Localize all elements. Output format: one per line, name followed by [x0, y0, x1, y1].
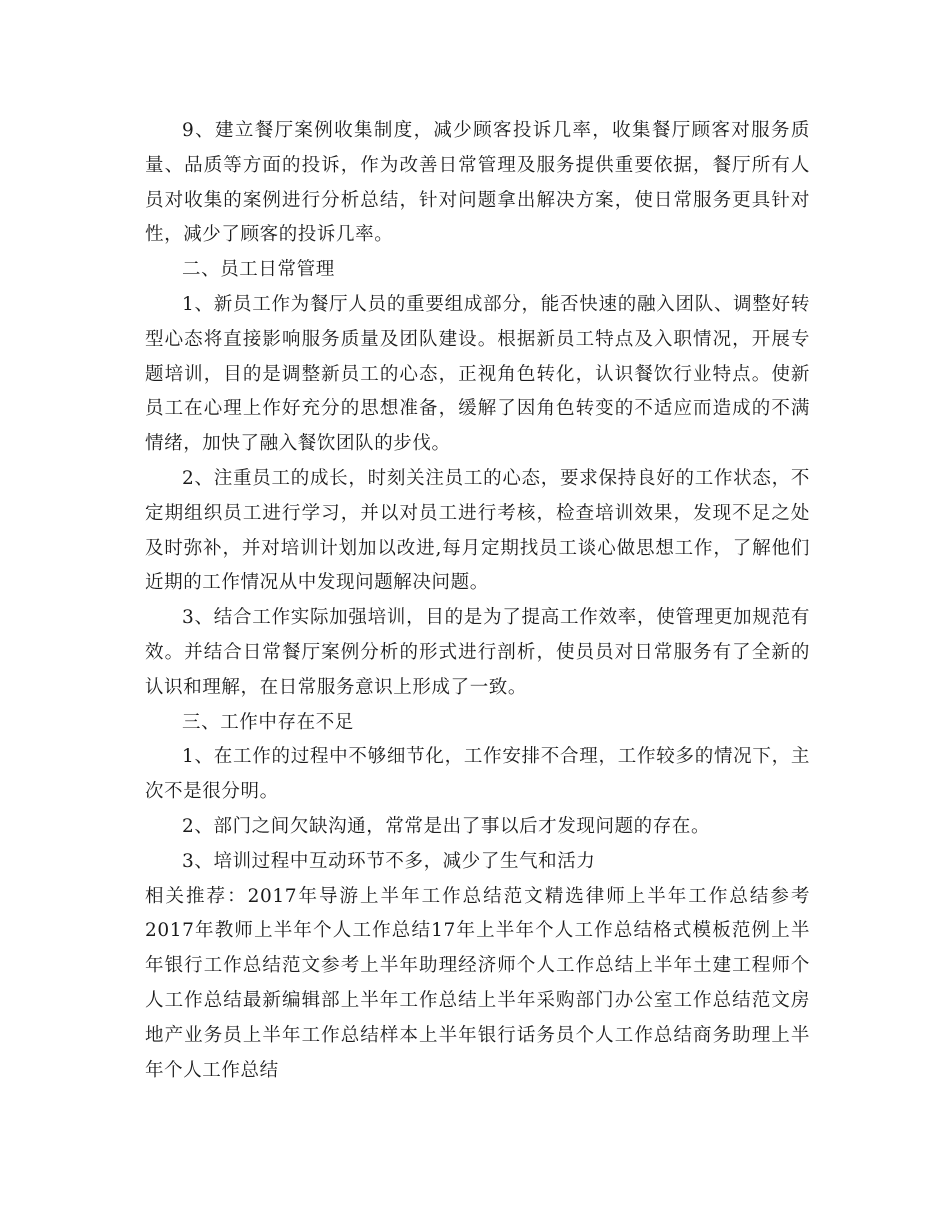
paragraph-item-9: 9、建立餐厅案例收集制度，减少顾客投诉几率，收集餐厅顾客对服务质量、品质等方面的投诉，作为改善日常管理及服务提供重要依据，餐厅所有人员对收集的案例进行分析总结，针对问题拿出解决方案，使日常服务更具针对性，减少了顾客的投诉几率。	[145, 120, 810, 246]
paragraph-shortcoming-1: 1、在工作的过程中不够细节化，工作安排不合理，工作较多的情况下，主次不是很分明。	[145, 746, 810, 803]
document-page	[145, 114, 810, 1088]
related-links-text[interactable]: 2017年导游上半年工作总结范文精选律师上半年工作总结参考2017年教师上半年个人工作总结17年上半年个人工作总结格式模板范例上半年银行工作总结范文参考上半年助理经济师个人工作总结上半年土建工程师个人工作总结最新编辑部上半年工作总结上半年采购部门办公室工作总结范文房地产业务员上半年工作总结样本上半年银行话务员个人工作总结商务助理上半年个人工作总结	[145, 885, 810, 1081]
paragraph-new-staff: 1、新员工作为餐厅人员的重要组成部分，能否快速的融入团队、调整好转型心态将直接影响服务质量及团队建设。根据新员工特点及入职情况，开展专题培训，目的是调整新员工的心态，正视角色转化，认识餐饮行业特点。使新员工在心理上作好充分的思想准备，缓解了因角色转变的不适应而造成的不满情绪，加快了融入餐饮团队的步伐。	[145, 293, 810, 455]
paragraph-shortcoming-2: 2、部门之间欠缺沟通，常常是出了事以后才发现问题的存在。	[182, 815, 711, 837]
paragraph-staff-growth: 2、注重员工的成长，时刻关注员工的心态，要求保持良好的工作状态，不定期组织员工进行学习，并以对员工进行考核，检查培训效果，发现不足之处及时弥补，并对培训计划加以改进,每月定期找员工谈心做思想工作，了解他们近期的工作情况从中发现问题解决问题。	[145, 467, 810, 594]
related-recommendations	[145, 880, 810, 1089]
section-heading-shortcomings: 三、工作中存在不足	[182, 711, 354, 733]
paragraph-shortcoming-3: 3、培训过程中互动环节不多，减少了生气和活力	[182, 850, 596, 872]
paragraph-training: 3、结合工作实际加强培训，目的是为了提高工作效率，使管理更加规范有效。并结合日常餐厅案例分析的形式进行剖析，使员员对日常服务有了全新的认识和理解，在日常服务意识上形成了一致。	[145, 607, 810, 698]
section-heading-staff-management: 二、员工日常管理	[182, 259, 335, 281]
related-label: 相关推荐：	[145, 885, 248, 907]
